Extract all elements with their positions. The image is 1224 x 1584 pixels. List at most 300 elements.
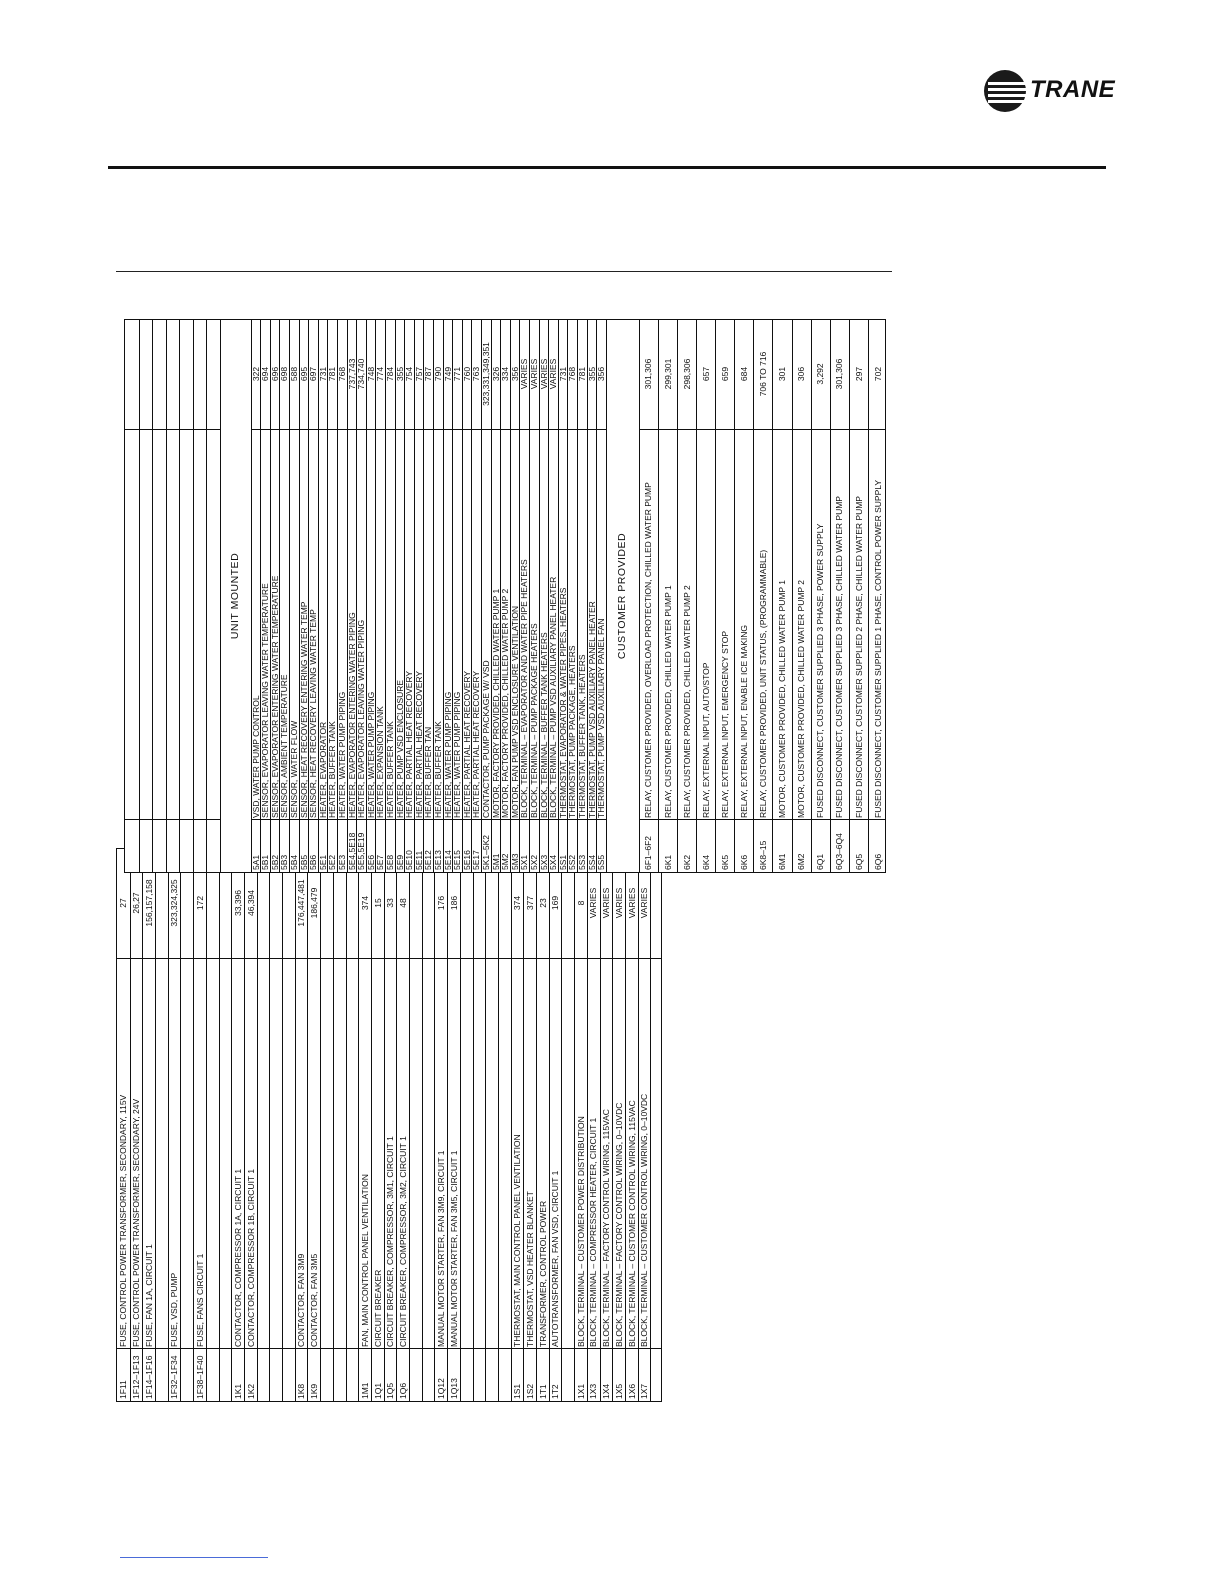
- legend-row-reference: 301,306: [834, 358, 845, 390]
- legend-row-id: [321, 1349, 333, 1401]
- legend-row: [434, 849, 447, 1401]
- legend-row-reference: VARIES: [588, 887, 599, 919]
- legend-row-description: BLOCK, TERMINAL – PUMP PACKAGE HEATERS: [528, 623, 539, 818]
- legend-row-id: 6K8–15: [758, 840, 769, 870]
- legend-row-description: [562, 959, 574, 1349]
- legend-row-id: 5A1: [250, 854, 261, 870]
- legend-row-id: 6K1: [662, 854, 673, 870]
- legend-row-id: 1Q12: [436, 1378, 447, 1399]
- legend-row-description: CIRCUIT BREAKER, COMPRESSOR, 3M1, CIRCUIT 1: [385, 1136, 396, 1347]
- legend-row-id: 5E12: [423, 850, 434, 870]
- blank-row: [206, 320, 220, 872]
- legend-row-reference: 356: [509, 366, 520, 382]
- legend-row-id: 5E16: [461, 850, 472, 870]
- legend-row-id: 1F38–1F40: [194, 1355, 205, 1399]
- legend-row-description: RELAY, EXTERNAL INPUT, ENABLE ICE MAKING: [738, 624, 749, 818]
- legend-row-id: [486, 1349, 498, 1401]
- legend-row-id: 5E17: [471, 850, 482, 870]
- legend-row-id: [423, 1349, 435, 1401]
- legend-row-reference: 27: [118, 898, 129, 908]
- legend-row-reference: 706 TO 716: [758, 351, 769, 397]
- legend-row-description: HEATER, WATER PUMP PIPING: [442, 691, 453, 818]
- legend-row-reference: VARIES: [601, 887, 612, 919]
- legend-row-description: HEATER, EVAPORATOR LEAVING WATER PIPING: [356, 619, 367, 818]
- legend-row: [347, 320, 357, 872]
- legend-row-reference: 15: [372, 898, 383, 908]
- legend-row-description: FUSE, VSD, PUMP: [169, 1272, 180, 1347]
- legend-row-reference: 698: [279, 366, 290, 382]
- legend-row-description: FUSED DISCONNECT, CUSTOMER SUPPLIED 1 PHASE, CONTROL POWER SUPPLY: [872, 479, 883, 818]
- legend-row-reference: 684: [738, 366, 749, 382]
- legend-row: [155, 849, 168, 1401]
- legend-row-description: MOTOR, FACTORY PROVIDED, CHILLED WATER PUMP 2: [500, 588, 511, 818]
- legend-row: [366, 320, 376, 872]
- legend-row-description: [651, 959, 663, 1349]
- legend-row-id: 1T2: [550, 1384, 561, 1399]
- legend-row-description: MOTOR, CUSTOMER PROVIDED, CHILLED WATER PUMP 1: [777, 579, 788, 818]
- legend-row-description: FUSE, CONTROL POWER TRANSFORMER, SECONDARY, 115V: [118, 1094, 129, 1347]
- legend-row-id: 6Q3–6Q4: [834, 833, 845, 870]
- legend-row-id: 6M1: [777, 853, 788, 870]
- legend-row-description: SENSOR, EVAPORATOR LEAVING WATER TEMPERATURE: [260, 583, 271, 818]
- legend-row-description: [156, 959, 168, 1349]
- legend-row-id: 5E3: [336, 854, 347, 870]
- legend-row-reference: 754: [404, 366, 415, 382]
- legend-row-id: 5X1: [519, 854, 530, 870]
- legend-row-id: 5E4,5E18: [346, 832, 357, 870]
- legend-row-reference: 374: [512, 895, 523, 911]
- legend-row-description: HEATER, WATER PUMP PIPING: [336, 691, 347, 818]
- legend-row: [452, 320, 462, 872]
- legend-row: [443, 320, 453, 872]
- legend-row: [536, 849, 549, 1401]
- legend-row-reference: 734,740: [356, 358, 367, 390]
- left-legend-table-rotated: [116, 848, 662, 1402]
- legend-row: [596, 320, 606, 872]
- legend-row: [772, 320, 791, 872]
- legend-row-description: HEATER, BUFFER TANK: [327, 721, 338, 818]
- legend-row: [462, 320, 472, 872]
- legend-row-reference: 3,292: [815, 363, 826, 385]
- legend-row-id: 5M2: [500, 853, 511, 870]
- legend-row-reference: 763: [471, 366, 482, 382]
- legend-row-description: FUSE, FANS CIRCUIT 1: [194, 1253, 205, 1347]
- legend-row: [307, 849, 320, 1401]
- legend-row-reference: 790: [432, 366, 443, 382]
- legend-row-id: 5S3: [576, 854, 587, 870]
- legend-row: [639, 320, 658, 872]
- legend-row: [811, 320, 830, 872]
- section-rule: [116, 271, 892, 272]
- legend-row-description: [181, 959, 193, 1349]
- legend-row: [433, 320, 443, 872]
- legend-row-id: [499, 1349, 511, 1401]
- legend-row-description: RELAY, CUSTOMER PROVIDED, UNIT STATUS, (PROGRAMMABLE): [758, 549, 769, 818]
- legend-row-id: [347, 1349, 359, 1401]
- legend-row-reference: 298,306: [681, 358, 692, 390]
- legend-row-description: [220, 959, 232, 1349]
- legend-row-reference: 8: [575, 900, 586, 906]
- legend-row: [409, 849, 422, 1401]
- legend-row-description: RELAY, EXTERNAL INPUT, AUTO/STOP: [700, 662, 711, 818]
- legend-row-description: [258, 959, 270, 1349]
- legend-row-id: 5E13: [432, 850, 443, 870]
- legend-row-id: 5E1: [317, 854, 328, 870]
- legend-row-description: RELAY, CUSTOMER PROVIDED, CHILLED WATER PUMP 2: [681, 585, 692, 818]
- legend-row-description: SENSOR, EVAPORATOR ENTERING WATER TEMPERATURE: [269, 575, 280, 818]
- legend-row-description: SENSOR, HEAT RECOVERY LEAVING WATER TEMP: [308, 609, 319, 818]
- legend-row: [753, 320, 772, 872]
- legend-row: [422, 849, 435, 1401]
- legend-row-reference: 23: [537, 898, 548, 908]
- legend-row-id: 5E15: [452, 850, 463, 870]
- legend-row-id: 1X6: [626, 1383, 637, 1399]
- legend-row-id: 1Q6: [397, 1382, 408, 1399]
- legend-row-id: [474, 1349, 486, 1401]
- legend-row-reference: 760: [461, 366, 472, 382]
- legend-row-id: 5E8: [384, 854, 395, 870]
- legend-row-id: 5E9: [394, 854, 405, 870]
- legend-row-description: [486, 959, 498, 1349]
- legend-row-description: SENSOR, HEAT RECOVERY ENTERING WATER TEMP: [298, 601, 309, 818]
- legend-row: [600, 849, 613, 1401]
- legend-row-reference: 323,331,349,351: [480, 342, 491, 406]
- legend-row: [318, 320, 328, 872]
- legend-row-description: MANUAL MOTOR STARTER, FAN 3M9, CIRCUIT 1: [436, 1150, 447, 1347]
- legend-row-description: RELAY, EXTERNAL INPUT, EMERGENCY STOP: [719, 630, 730, 818]
- legend-row-reference: 784: [384, 366, 395, 382]
- legend-row-id: [181, 1349, 193, 1401]
- legend-row-id: 6Q6: [872, 853, 883, 870]
- legend-row: [650, 849, 663, 1401]
- customer-provided-title: CUSTOMER PROVIDED: [606, 320, 639, 872]
- legend-row: [358, 849, 371, 1401]
- legend-row: [269, 849, 282, 1401]
- legend-row-id: 5B2: [269, 854, 280, 870]
- legend-row: [460, 849, 473, 1401]
- legend-row-reference: 659: [719, 366, 730, 382]
- legend-row-id: 6M2: [796, 853, 807, 870]
- legend-row-description: SENSOR, WATER FLOW: [288, 720, 299, 818]
- unit-mounted-title: UNIT MOUNTED: [220, 320, 251, 872]
- legend-row: [485, 849, 498, 1401]
- legend-row-id: 6K6: [738, 854, 749, 870]
- legend-row-description: THERMOSTAT, PUMP VSD AUXILIARY PANEL FAN: [596, 618, 607, 818]
- legend-row-description: THERMOSTAT, PUMP PACKAGE, HEATERS: [567, 645, 578, 818]
- legend-row: [549, 849, 562, 1401]
- legend-row-id: 5K1–5K2: [480, 835, 491, 870]
- legend-row-id: 5E11: [413, 850, 424, 870]
- legend-row: [117, 849, 130, 1401]
- blank-row: [125, 320, 139, 872]
- trane-logo-mark: [984, 70, 1026, 112]
- legend-row-reference: 169: [550, 895, 561, 911]
- legend-row-reference: 697: [308, 366, 319, 382]
- right-legend-table: [124, 319, 886, 873]
- legend-row-description: [410, 959, 422, 1349]
- legend-row-reference: 301,306: [643, 358, 654, 390]
- legend-row-id: 6K4: [700, 854, 711, 870]
- legend-row-description: [347, 959, 359, 1349]
- blank-row: [179, 320, 193, 872]
- legend-row-id: [220, 1349, 232, 1401]
- legend-row-description: HEATER, WATER PUMP PIPING: [452, 691, 463, 818]
- legend-row-id: 1K8: [296, 1383, 307, 1399]
- legend-row: [471, 320, 481, 872]
- legend-row-id: 1K2: [245, 1383, 256, 1399]
- legend-row-id: 6F1–6F2: [643, 835, 654, 870]
- legend-row: [792, 320, 811, 872]
- legend-row-description: THERMOSTAT, BUFFER TANK, HEATERS: [576, 654, 587, 818]
- legend-row-reference: 33: [385, 898, 396, 908]
- legend-row-id: 5E5,5E19: [356, 832, 367, 870]
- legend-row-description: HEATER, BUFFER TANK: [432, 721, 443, 818]
- legend-row: [558, 320, 568, 872]
- legend-row-reference: 156,157,158: [143, 879, 154, 927]
- legend-row: [519, 320, 529, 872]
- legend-row-reference: 702: [872, 366, 883, 382]
- legend-row-description: THERMOSTAT, MAIN CONTROL PANEL VENTILATION: [512, 1134, 523, 1347]
- legend-row-id: 5E6: [365, 854, 376, 870]
- legend-row-reference: VARIES: [528, 358, 539, 390]
- legend-row-id: 1K1: [232, 1383, 243, 1399]
- legend-row: [500, 320, 510, 872]
- blank-row: [193, 320, 207, 872]
- legend-row-id: 1T1: [537, 1384, 548, 1399]
- right-legend-table-rotated: [124, 319, 886, 873]
- left-legend-table: [116, 848, 662, 1402]
- legend-row-reference: 771: [452, 366, 463, 382]
- legend-row-id: 5E2: [327, 854, 338, 870]
- header-rule: [108, 166, 1106, 169]
- legend-row: [371, 849, 384, 1401]
- legend-row-description: MOTOR, CUSTOMER PROVIDED, CHILLED WATER PUMP 2: [796, 579, 807, 818]
- legend-row-id: 5X3: [538, 854, 549, 870]
- legend-row-reference: 781: [327, 366, 338, 382]
- legend-row-reference: 695: [298, 366, 309, 382]
- legend-row: [734, 320, 753, 872]
- legend-row: [567, 320, 577, 872]
- legend-row-description: [321, 959, 333, 1349]
- legend-row: [142, 849, 155, 1401]
- legend-row: [587, 849, 600, 1401]
- legend-row-description: BLOCK, TERMINAL – CUSTOMER CONTROL WIRING, 0–10VDC: [639, 1093, 650, 1347]
- legend-row-description: FUSED DISCONNECT, CUSTOMER SUPPLIED 3 PHASE, CHILLED WATER PUMP: [834, 496, 845, 818]
- legend-row-id: 1Q5: [385, 1382, 396, 1399]
- legend-row: [219, 849, 232, 1401]
- legend-row-reference: 299,301: [662, 358, 673, 390]
- legend-row: [612, 849, 625, 1401]
- legend-row-description: BLOCK, TERMINAL – FACTORY CONTROL WIRING, 115VAC: [601, 1109, 612, 1347]
- legend-row: [251, 320, 261, 872]
- legend-row-reference: 694: [260, 366, 271, 382]
- legend-row: [384, 849, 397, 1401]
- legend-row: [423, 320, 433, 872]
- legend-row-description: CONTACTOR, FAN 3M9: [296, 1253, 307, 1347]
- legend-row: [414, 320, 424, 872]
- legend-row-reference: 657: [700, 366, 711, 382]
- legend-row-id: 6Q1: [815, 853, 826, 870]
- legend-row-reference: 356: [596, 366, 607, 382]
- legend-row-description: BLOCK, TERMINAL – COMPRESSOR HEATER, CIRCUIT 1: [588, 1117, 599, 1347]
- legend-row-id: 6K2: [681, 854, 692, 870]
- legend-row: [130, 849, 143, 1401]
- legend-row: [548, 320, 558, 872]
- legend-row-description: HEATER, PARTIAL HEAT RECOVERY: [404, 670, 415, 818]
- legend-row-reference: 355: [394, 366, 405, 382]
- legend-row-id: 1X7: [639, 1383, 650, 1399]
- legend-row-id: 1X1: [575, 1383, 586, 1399]
- legend-row-id: 5E10: [404, 850, 415, 870]
- legend-row-reference: 749: [442, 366, 453, 382]
- legend-row-id: 5B4: [288, 854, 299, 870]
- legend-row-reference: 787: [423, 366, 434, 382]
- legend-row-description: AUTOTRANSFORMER, FAN VSD, CIRCUIT 1: [550, 1170, 561, 1347]
- legend-row-id: 5B6: [308, 854, 319, 870]
- legend-row-description: [270, 959, 282, 1349]
- legend-row-description: BLOCK, TERMINAL – EVAPORATOR AND WATER PIPE HEATERS: [519, 559, 530, 818]
- legend-row-description: [461, 959, 473, 1349]
- legend-row-reference: 186: [448, 895, 459, 911]
- legend-row: [206, 849, 219, 1401]
- legend-row: [715, 320, 734, 872]
- legend-row-id: 1F14–1F16: [143, 1355, 154, 1399]
- legend-row-description: MOTOR, FAN PUMP VSD ENCLOSURE VENTILATION: [509, 605, 520, 818]
- legend-row-reference: 731: [557, 366, 568, 382]
- legend-row-reference: VARIES: [626, 887, 637, 919]
- legend-row-description: HEATER, PARTIAL HEAT RECOVERY: [413, 670, 424, 818]
- legend-row-reference: 301: [777, 366, 788, 382]
- legend-row: [625, 849, 638, 1401]
- legend-row-id: [270, 1349, 282, 1401]
- legend-row-id: 1Q1: [372, 1382, 383, 1399]
- legend-row-id: 5S4: [586, 854, 597, 870]
- legend-row-description: HEATER, EVAPORATOR ENTERING WATER PIPING: [346, 612, 357, 818]
- footer-link-underline[interactable]: [120, 1557, 268, 1558]
- legend-row-description: BLOCK, TERMINAL – PUMP VSD AUXILIARY PANEL HEATER: [548, 576, 559, 818]
- legend-row-description: FUSE, FAN 1A, CIRCUIT 1: [143, 1244, 154, 1347]
- legend-row-description: HEATER, BUFFER TAN: [423, 726, 434, 818]
- legend-row: [574, 849, 587, 1401]
- legend-row: [539, 320, 549, 872]
- legend-row-reference: 374: [359, 895, 370, 911]
- legend-row: [308, 320, 318, 872]
- blank-row: [152, 320, 166, 872]
- legend-row-id: 1F32–1F34: [169, 1355, 180, 1399]
- legend-row-id: 5X4: [548, 854, 559, 870]
- legend-row-description: BLOCK, TERMINAL – FACTORY CONTROL WIRING, 0–10VDC: [613, 1102, 624, 1347]
- legend-row-reference: 326: [490, 366, 501, 382]
- legend-row-reference: VARIES: [639, 887, 650, 919]
- legend-row: [511, 849, 524, 1401]
- legend-row-description: [283, 959, 295, 1349]
- legend-row: [231, 849, 244, 1401]
- legend-row: [868, 320, 887, 872]
- legend-row: [244, 849, 257, 1401]
- legend-row-reference: 377: [524, 895, 535, 911]
- trane-logo-text: TRANE: [1030, 76, 1116, 103]
- legend-row: [481, 320, 491, 872]
- legend-row: [658, 320, 677, 872]
- legend-row: [473, 849, 486, 1401]
- legend-row: [385, 320, 395, 872]
- legend-row: [270, 320, 280, 872]
- legend-row-description: THERMOSTAT, VSD HEATER BLANKET: [524, 1191, 535, 1347]
- legend-row-id: 1K9: [309, 1383, 320, 1399]
- legend-row-description: [474, 959, 486, 1349]
- legend-row-id: 5S1: [557, 854, 568, 870]
- legend-row: [295, 849, 308, 1401]
- legend-row-reference: 588: [288, 366, 299, 382]
- legend-row-reference: 176: [436, 895, 447, 911]
- legend-row-description: CIRCUIT BREAKER: [372, 1269, 383, 1347]
- legend-row: [279, 320, 289, 872]
- legend-row-reference: VARIES: [538, 358, 549, 390]
- legend-row-reference: 176,447,481: [296, 879, 307, 927]
- legend-row-id: [258, 1349, 270, 1401]
- legend-row-id: 1M1: [359, 1382, 370, 1399]
- legend-row-reference: 774: [375, 366, 386, 382]
- legend-row: [320, 849, 333, 1401]
- legend-row: [510, 320, 520, 872]
- legend-row-description: CONTACTOR, COMPRESSOR 1A, CIRCUIT 1: [232, 1168, 243, 1347]
- legend-row-reference: 768: [336, 366, 347, 382]
- legend-row: [193, 849, 206, 1401]
- legend-row: [404, 320, 414, 872]
- legend-row-description: FUSE, CONTROL POWER TRANSFORMER, SECONDARY, 24V: [131, 1098, 142, 1347]
- legend-row-description: [207, 959, 219, 1349]
- legend-row-description: BLOCK, TERMINAL – BUFFER TANK HEATERS: [538, 632, 549, 818]
- legend-row: [677, 320, 696, 872]
- legend-row-id: 5S2: [567, 854, 578, 870]
- legend-row: [395, 320, 405, 872]
- blank-row: [166, 320, 180, 872]
- legend-row: [346, 849, 359, 1401]
- legend-row-reference: 306: [796, 366, 807, 382]
- legend-row-id: 5M3: [509, 853, 520, 870]
- legend-row-description: HEATER, EXPANSION TANK: [375, 706, 386, 818]
- legend-row-reference: 731: [317, 366, 328, 382]
- legend-row-id: 5E7: [375, 854, 386, 870]
- legend-row-description: RELAY, CUSTOMER PROVIDED, OVERLOAD PROTECTION, CHILLED WATER PUMP: [643, 482, 654, 818]
- legend-row-description: [423, 959, 435, 1349]
- legend-row-reference: 768: [567, 366, 578, 382]
- legend-row-reference: 322: [250, 366, 261, 382]
- legend-row-reference: 737,743: [346, 358, 357, 390]
- legend-row-id: 6Q5: [853, 853, 864, 870]
- legend-row: [299, 320, 309, 872]
- legend-row: [260, 320, 270, 872]
- legend-row-id: 5S5: [596, 854, 607, 870]
- legend-row-description: CONTACTOR, COMPRESSOR 1B, CIRCUIT 1: [245, 1168, 256, 1347]
- legend-row-id: 6K5: [719, 854, 730, 870]
- legend-row-id: [207, 1349, 219, 1401]
- legend-row-id: 1X3: [588, 1383, 599, 1399]
- legend-row: [337, 320, 347, 872]
- legend-row-reference: 748: [365, 366, 376, 382]
- legend-row: [289, 320, 299, 872]
- legend-row-id: 1S2: [524, 1383, 535, 1399]
- legend-row-id: 5B1: [260, 854, 271, 870]
- legend-row-reference: VARIES: [519, 358, 530, 390]
- legend-row-id: 1X4: [601, 1383, 612, 1399]
- trane-logo: [984, 70, 1116, 112]
- legend-row-reference: 48: [397, 898, 408, 908]
- legend-row-reference: 334: [500, 366, 511, 382]
- legend-row-description: [334, 959, 346, 1349]
- legend-row-id: 5B3: [279, 854, 290, 870]
- legend-row: [396, 849, 409, 1401]
